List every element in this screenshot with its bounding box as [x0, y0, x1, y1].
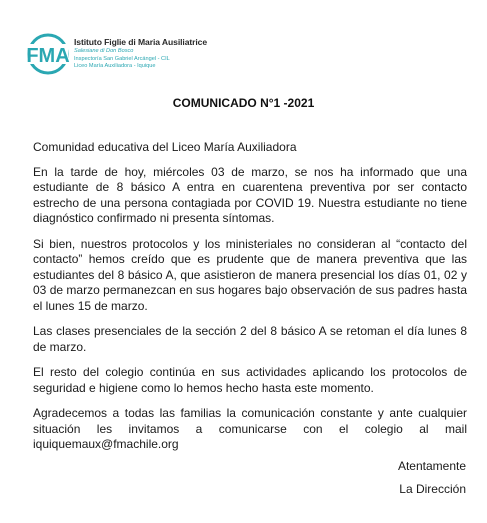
- paragraph-rest-of-school: El resto del colegio continúa en sus actividades aplicando los protocolos de seguridad e higiene como lo hemos hecho hasta este momento.: [33, 365, 467, 395]
- paragraph-thanks: Agradecemos a todas las familias la comunicación constante y ante cualquier situación les invitamos a comunicarse con el colegio al mail iquiquemaux@fmachile.org: [33, 406, 467, 451]
- org-school: Liceo María Auxiliadora - Iquique: [74, 62, 156, 69]
- org-province: Inspectoría San Gabriel Arcángel - CIL: [74, 56, 170, 63]
- closing-block: [398, 458, 466, 504]
- paragraph-protocol: Si bien, nuestros protocolos y los ministeriales no consideran al “contacto del contacto” hemos creído que es prudente que de manera preventiva que las estudiantes del 8 básico A, que asistieron de manera presencial los días 01, 02 y 03 de marzo permanezcan en sus hogares bajo observación de sus padres hasta el lunes 15 de marzo.: [33, 236, 467, 313]
- fma-logo-icon: [26, 33, 70, 75]
- signature: La Dirección: [399, 482, 466, 496]
- letterhead: [26, 33, 207, 77]
- svg-text:FMA: FMA: [26, 45, 70, 67]
- document-body: [33, 140, 467, 463]
- closing-phrase: Atentamente: [397, 459, 466, 473]
- paragraph-classes: Las clases presenciales de la sección 2 del 8 básico A se retoman el día lunes 8 de marzo.: [33, 324, 467, 354]
- greeting: Comunidad educativa del Liceo María Auxiliadora: [33, 140, 297, 154]
- organization-info: [74, 38, 207, 69]
- org-name: Istituto Figlie di Maria Ausiliatrice: [74, 37, 208, 47]
- document-title: COMUNICADO N°1 -2021: [172, 96, 315, 110]
- org-tagline: Salesiane di Don Bosco: [74, 47, 134, 54]
- paragraph-quarantine: En la tarde de hoy, miércoles 03 de marzo, se nos ha informado que una estudiante de 8 básico A entra en cuarentena preventiva por ser contacto estrecho de una persona contagiada por COVID 19. Nuestra estudiante no tiene diagnóstico confirmado ni presenta síntomas.: [33, 164, 467, 225]
